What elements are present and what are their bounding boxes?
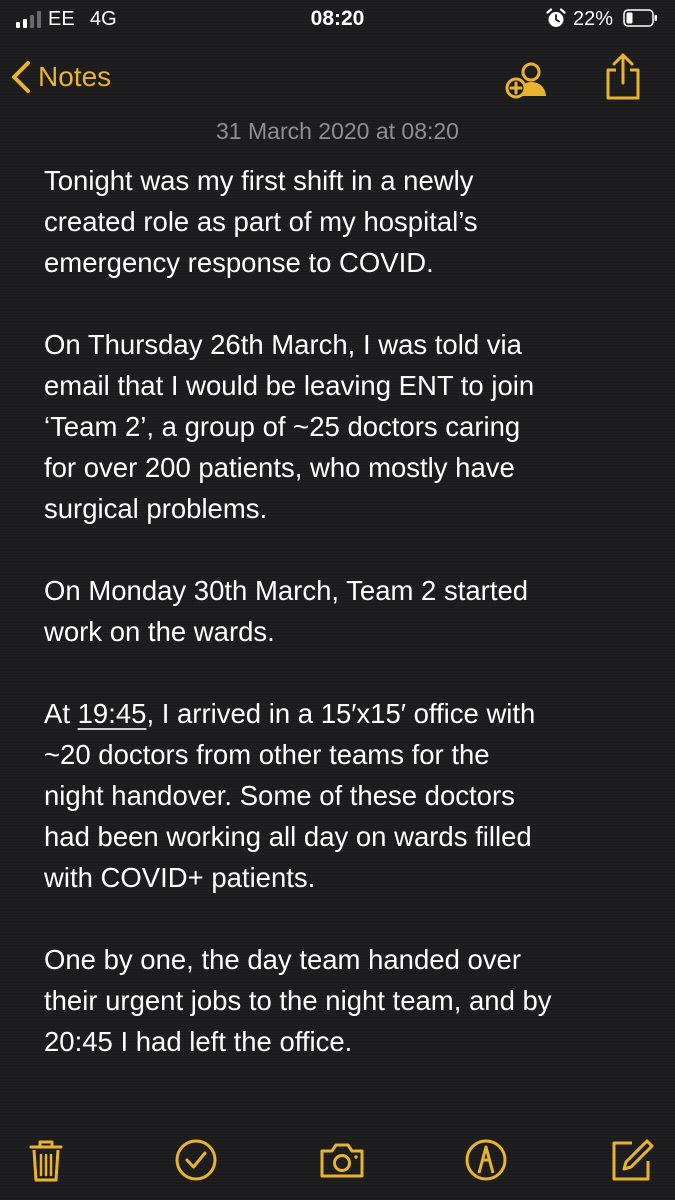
battery-percentage: 22% xyxy=(573,8,614,30)
back-to-notes-button[interactable] xyxy=(10,52,111,102)
back-button-label: Notes xyxy=(38,61,112,92)
compose-icon[interactable] xyxy=(608,1136,656,1184)
share-icon[interactable] xyxy=(603,52,643,102)
checklist-icon[interactable] xyxy=(172,1136,220,1184)
trash-icon[interactable] xyxy=(22,1136,70,1184)
note-date: 31 March 2020 at 08:20 xyxy=(216,118,459,144)
paragraph-text: , I arrived in a 15′x15′ office with ~20 doctors from other teams for the night handover. Some of these doctors had been working all day on wards filled with COVID+ patients. xyxy=(44,698,536,893)
note-paragraph: Tonight was my first shift in a newly created role as part of my hospital’s emergency response to COVID. xyxy=(44,165,478,278)
alarm-clock-icon xyxy=(545,7,567,29)
time-link[interactable]: 19:45 xyxy=(77,698,147,729)
note-paragraph: On Thursday 26th March, I was told via email that I would be leaving ENT to join ‘Team 2’, a group of ~25 doctors caring for over 200 patients, who mostly have surgical problems. xyxy=(44,329,535,524)
paragraph-prefix: At xyxy=(44,698,78,729)
note-paragraph xyxy=(44,693,644,898)
note-paragraph: On Monday 30th March, Team 2 started work on the wards. xyxy=(44,575,529,647)
status-time: 08:20 xyxy=(310,7,365,30)
status-bar xyxy=(0,0,675,40)
network-type-label: 4G xyxy=(90,8,117,30)
battery-icon xyxy=(623,9,658,27)
note-paragraph: One by one, the day team handed over their urgent jobs to the night team, and by 20:45 I had left the office. xyxy=(44,944,552,1057)
carrier-label: EE xyxy=(48,8,75,30)
markup-icon[interactable] xyxy=(462,1136,510,1184)
chevron-left-icon xyxy=(10,60,32,94)
navigation-bar xyxy=(0,46,675,110)
add-person-icon[interactable] xyxy=(503,56,551,104)
camera-icon[interactable] xyxy=(318,1136,366,1184)
bottom-toolbar xyxy=(0,1132,675,1192)
note-body[interactable] xyxy=(44,160,644,1103)
